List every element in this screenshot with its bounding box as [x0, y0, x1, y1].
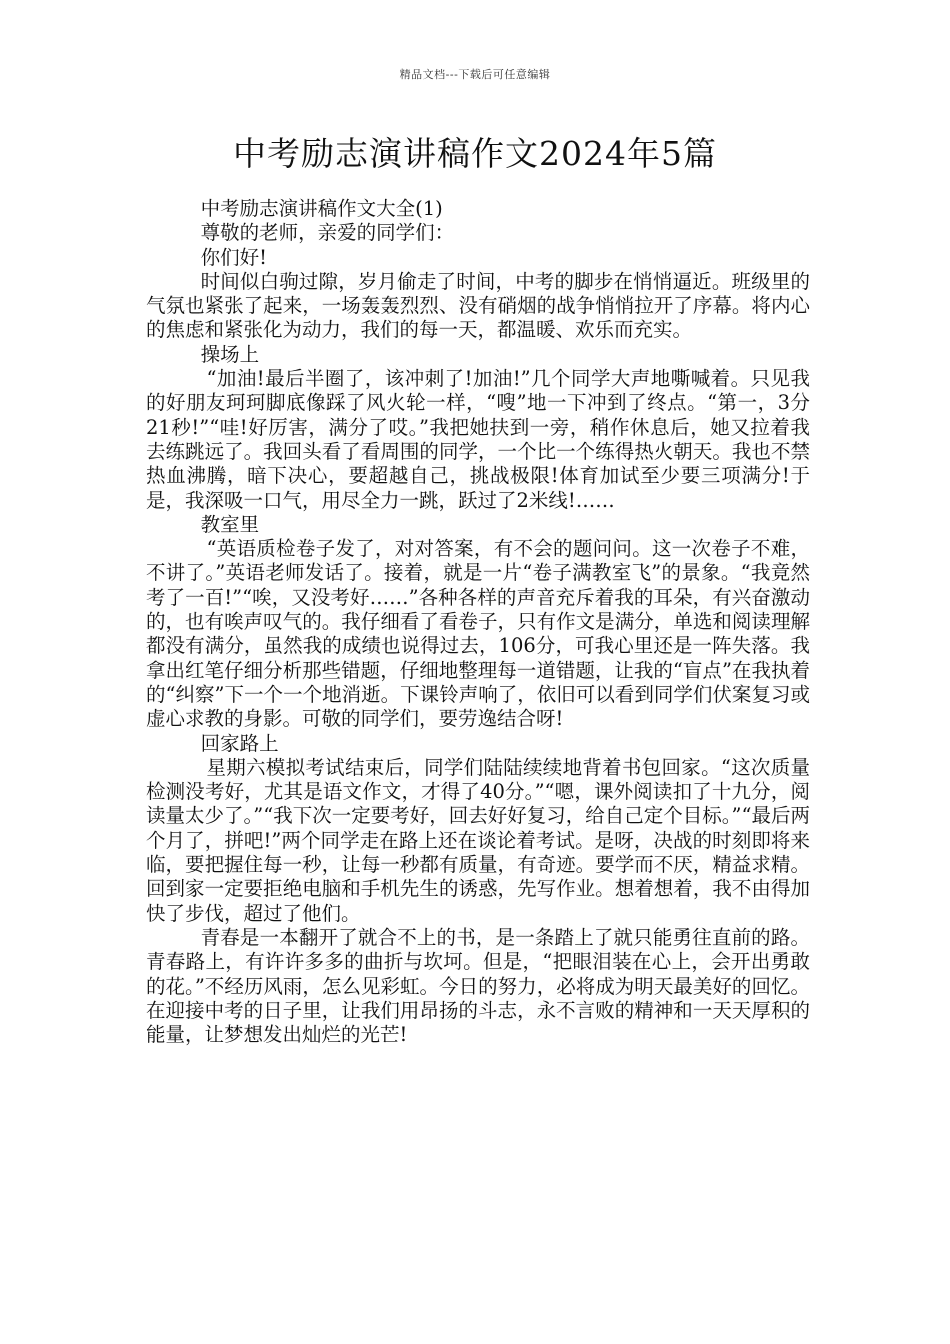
body-paragraph: “加油!最后半圈了，该冲刺了!加油!”几个同学大声地嘶喊着。只见我的好朋友珂珂脚底像踩了风火轮一样，“嗖”地一下冲到了终点。“第一，3分21秒!”“哇!好厉害，满分了哎。”我把她扶到一旁，稍作休息后，她又拉着我去练跳远了。我回头看了看周围的同学，一个比一个练得热火朝天。我也不禁热血沸腾，暗下决心，要超越自己，挑战极限!体育加试至少要三项满分!于是，我深吸一口气，用尽全力一跳，跃过了2米线!…… — [146, 367, 810, 512]
header-note: 精品文档---下载后可任意编辑 — [399, 68, 551, 81]
section-heading: 中考励志演讲稿作文大全(1) — [200, 197, 443, 220]
subheading-way-home: 回家路上 — [200, 731, 279, 755]
body-paragraph: 星期六模拟考试结束后，同学们陆陆续续地背着书包回家。“这次质量检测没考好，尤其是语文作文，才得了40分。”“嗯，课外阅读扣了十九分，阅读量太少了。”“我下次一定要考好，回去好好复习，给自己定个目标。”“最后两个月了，拼吧!”两个同学走在路上还在谈论着考试。是呀，决战的时刻即将来临，要把握住每一秒，让每一秒都有质量，有奇迹。要学而不厌，精益求精。回到家一定要拒绝电脑和手机先生的诱惑，先写作业。想着想着，我不由得加快了步伐，超过了他们。 — [146, 755, 810, 925]
greeting: 你们好! — [200, 245, 267, 269]
body-paragraph: 时间似白驹过隙，岁月偷走了时间，中考的脚步在悄悄逼近。班级里的气氛也紧张了起来，一场轰轰烈烈、没有硝烟的战争悄悄拉开了序幕。将内心的焦虑和紧张化为动力，我们的每一天，都温暖、欢乐而充实。 — [146, 269, 810, 342]
body-paragraph: “英语质检卷子发了，对对答案，有不会的题问问。这一次卷子不难，不讲了。”英语老师发话了。接着，就是一片“卷子满教室飞”的景象。“我竟然考了一百!”“唉，又没考好……”各种各样的声音充斥着我的耳朵，有兴奋激动的，也有唉声叹气的。我仔细看了看卷子，只有作文是满分，单选和阅读理解都没有满分，虽然我的成绩也说得过去，106分，可我心里还是一阵失落。我拿出红笔仔细分析那些错题，仔细地整理每一道错题，让我的“盲点”在我执着的“纠察”下一个一个地消逝。下课铃声响了，依旧可以看到同学们伏案复习或虚心求教的身影。可敬的同学们，要劳逸结合呀! — [146, 537, 810, 731]
document-body — [146, 197, 810, 1047]
document-title: 中考励志演讲稿作文2024年5篇 — [233, 134, 717, 173]
body-paragraph: 青春是一本翻开了就合不上的书，是一条踏上了就只能勇往直前的路。青春路上，有许许多多的曲折与坎坷。但是，“把眼泪装在心上，会开出勇敢的花。”不经历风雨，怎么见彩虹。今日的努力，必将成为明天最美好的回忆。在迎接中考的日子里，让我们用昂扬的斗志，永不言败的精神和一天天厚积的能量，让梦想发出灿烂的光芒! — [146, 925, 810, 1047]
subheading-playground: 操场上 — [200, 342, 260, 366]
subheading-classroom: 教室里 — [200, 512, 260, 536]
salutation: 尊敬的老师，亲爱的同学们： — [200, 221, 455, 245]
